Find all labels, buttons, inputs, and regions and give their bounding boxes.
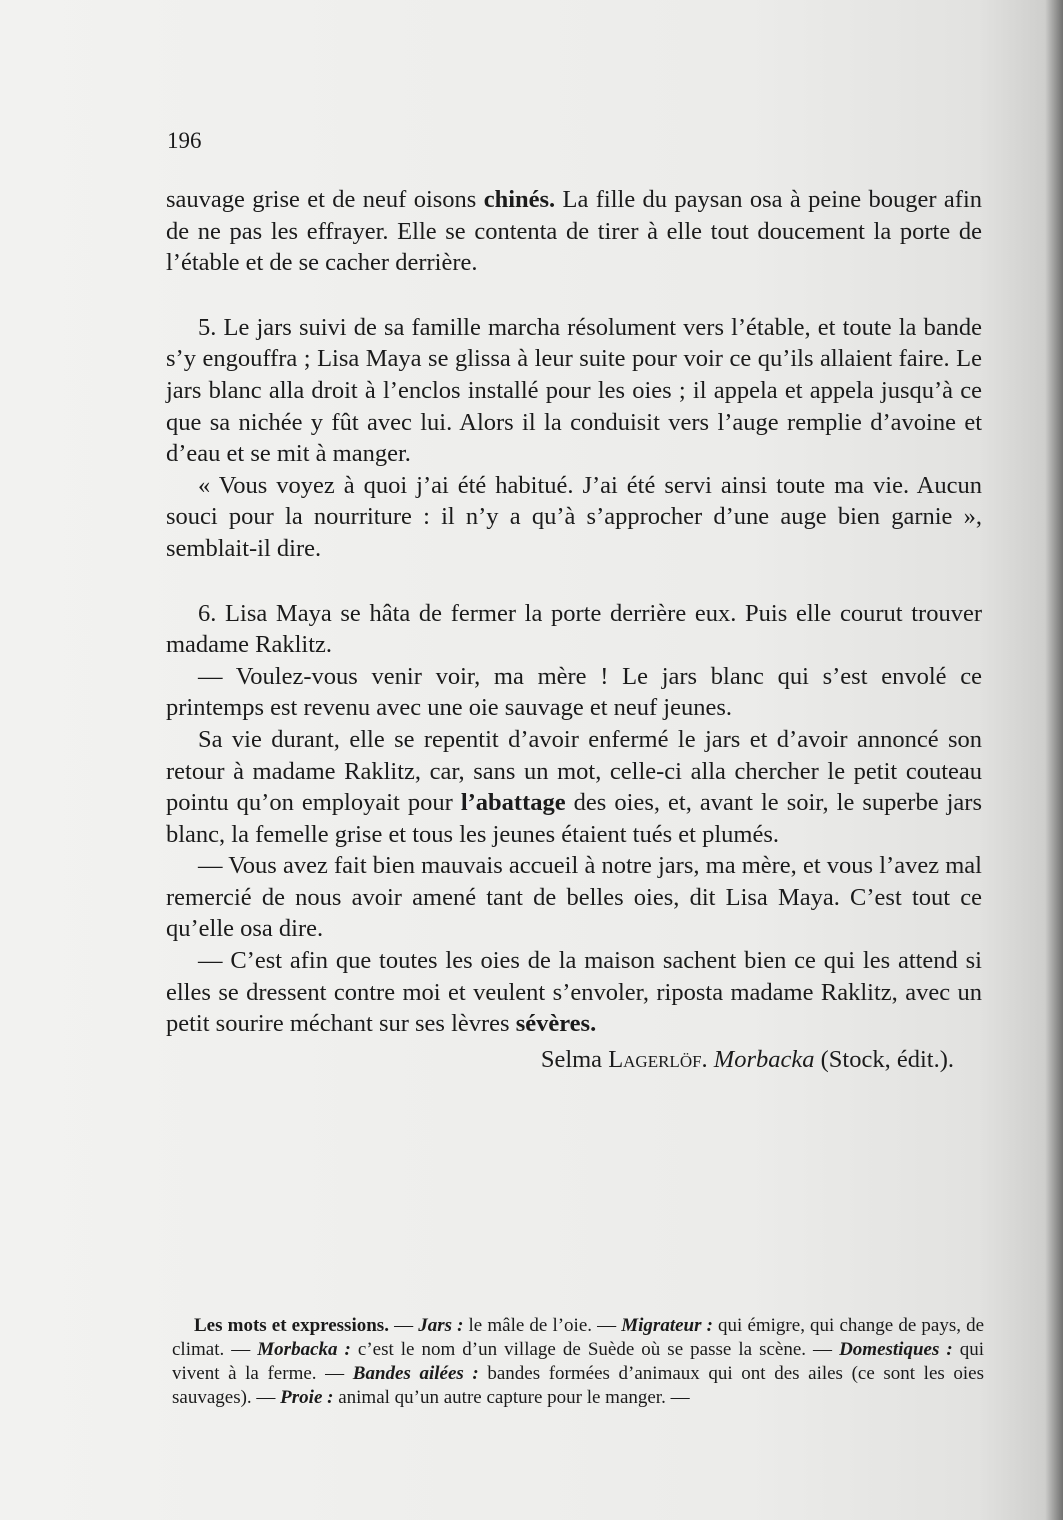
text-run: Sa vie durant, elle se repentit d’avoir enfermé le jars et d’avoir annoncé son retour à madame Raklitz, car, sans un mot, celle-ci alla chercher le petit couteau pointu qu’on employait pour [166, 725, 982, 817]
paragraph-list [166, 184, 982, 1040]
text-run: La fille du paysan osa à peine bouger afin de ne pas les effrayer. Elle se contenta de tirer à elle tout doucement la porte de l’étable et de se cacher derrière. [166, 186, 983, 277]
footnote-dash: — [592, 1315, 622, 1336]
footnote-dash: — [665, 1387, 690, 1408]
footnote-heading: Les mots et expressions. [194, 1315, 389, 1336]
footnote-term: Bandes ailées : [352, 1363, 479, 1384]
footnote-dash: — [316, 1363, 353, 1384]
footnote-definition: qui émigre, qui change de pays, de climat. [172, 1315, 985, 1360]
signature [166, 1044, 982, 1076]
paragraph [166, 598, 982, 661]
work-title: Morbacka [713, 1045, 815, 1073]
footnote-dash: — [388, 1315, 419, 1336]
footnote-definition: qui vivent à la ferme. [172, 1339, 985, 1384]
footnote-definition: bandes formées d’animaux qui ont des ailes (ce sont les oies sauvages). [172, 1363, 984, 1408]
bold-term: l’abattage [460, 789, 566, 817]
author-first-name: Selma [540, 1045, 609, 1073]
paragraph [166, 850, 982, 945]
footnote-term: Migrateur : [621, 1315, 713, 1336]
bold-term: chinés. [483, 186, 556, 213]
footnote-dash: — [251, 1387, 281, 1408]
text-run: « Vous voyez à quoi j’ai été habitué. J’ai été servi ainsi toute ma vie. Aucun souci pour la nourriture : il n’y a qu’à s’approcher d’une auge bien garnie », semblait-il dire. [166, 471, 982, 562]
paragraph [166, 724, 982, 850]
footnote-definition: c’est le nom d’un village de Suède où se passe la scène. [350, 1339, 807, 1360]
author-separator: . [701, 1045, 714, 1073]
footnote-term: Morbacka : [257, 1339, 351, 1360]
text-run: 5. Le jars suivi de sa famille marcha résolument vers l’étable, et toute la bande s’y engouffra ; Lisa Maya se glissa à leur suite pour voir ce qu’ils allaient faire. Le jars blanc alla droit à l’enclos installé pour les oies ; il appela et appela jusqu’à ce que sa nichée y fût avec lui. Alors il la conduisit vers l’auge remplie d’avoine et d’eau et se mit à manger. [166, 313, 982, 468]
text-run: 6. Lisa Maya se hâta de fermer la porte derrière eux. Puis elle courut trouver madame Raklitz. [166, 599, 982, 659]
paragraph [166, 945, 982, 1040]
footnote-term: Jars : [418, 1315, 464, 1336]
footnote-dash: — [224, 1339, 258, 1360]
text-run: sauvage grise et de neuf oisons [166, 186, 484, 213]
text-run: — C’est afin que toutes les oies de la maison sachent bien ce qui les attend si elles se dressent contre moi et veulent s’envoler, riposta madame Raklitz, avec un petit sourire méchant sur ses lèvres [166, 947, 982, 1038]
footnote-definition: animal qu’un autre capture pour le manger. [333, 1387, 666, 1408]
text-run: — Vous avez fait bien mauvais accueil à notre jars, ma mère, et vous l’avez mal remercié de nous avoir amené tant de belles oies, dit Lisa Maya. C’est tout ce qu’elle osa dire. [166, 852, 982, 943]
author-last-name: Lagerlöf [608, 1045, 702, 1073]
publisher-info: (Stock, édit.). [814, 1045, 954, 1073]
footnote-definition: le mâle de l’oie. [463, 1315, 593, 1336]
paragraph [166, 661, 982, 724]
bold-term: sévères. [515, 1010, 597, 1038]
text-run: des oies, et, avant le soir, le superbe jars blanc, la femelle grise et tous les jeunes étaient tués et plumés. [166, 789, 982, 848]
vocabulary-footnote [172, 1314, 984, 1410]
paragraph [166, 470, 982, 565]
page-number: 196 [167, 128, 202, 153]
paragraph [166, 184, 982, 279]
footnote-term: Domestiques : [839, 1339, 953, 1360]
text-body [166, 184, 982, 1075]
footnote-dash: — [806, 1339, 840, 1360]
paragraph [166, 312, 982, 470]
footnote-term: Proie : [280, 1387, 334, 1408]
text-run: — Voulez-vous venir voir, ma mère ! Le jars blanc qui s’est envolé ce printemps est revenu avec une oie sauvage et neuf jeunes. [166, 662, 982, 722]
